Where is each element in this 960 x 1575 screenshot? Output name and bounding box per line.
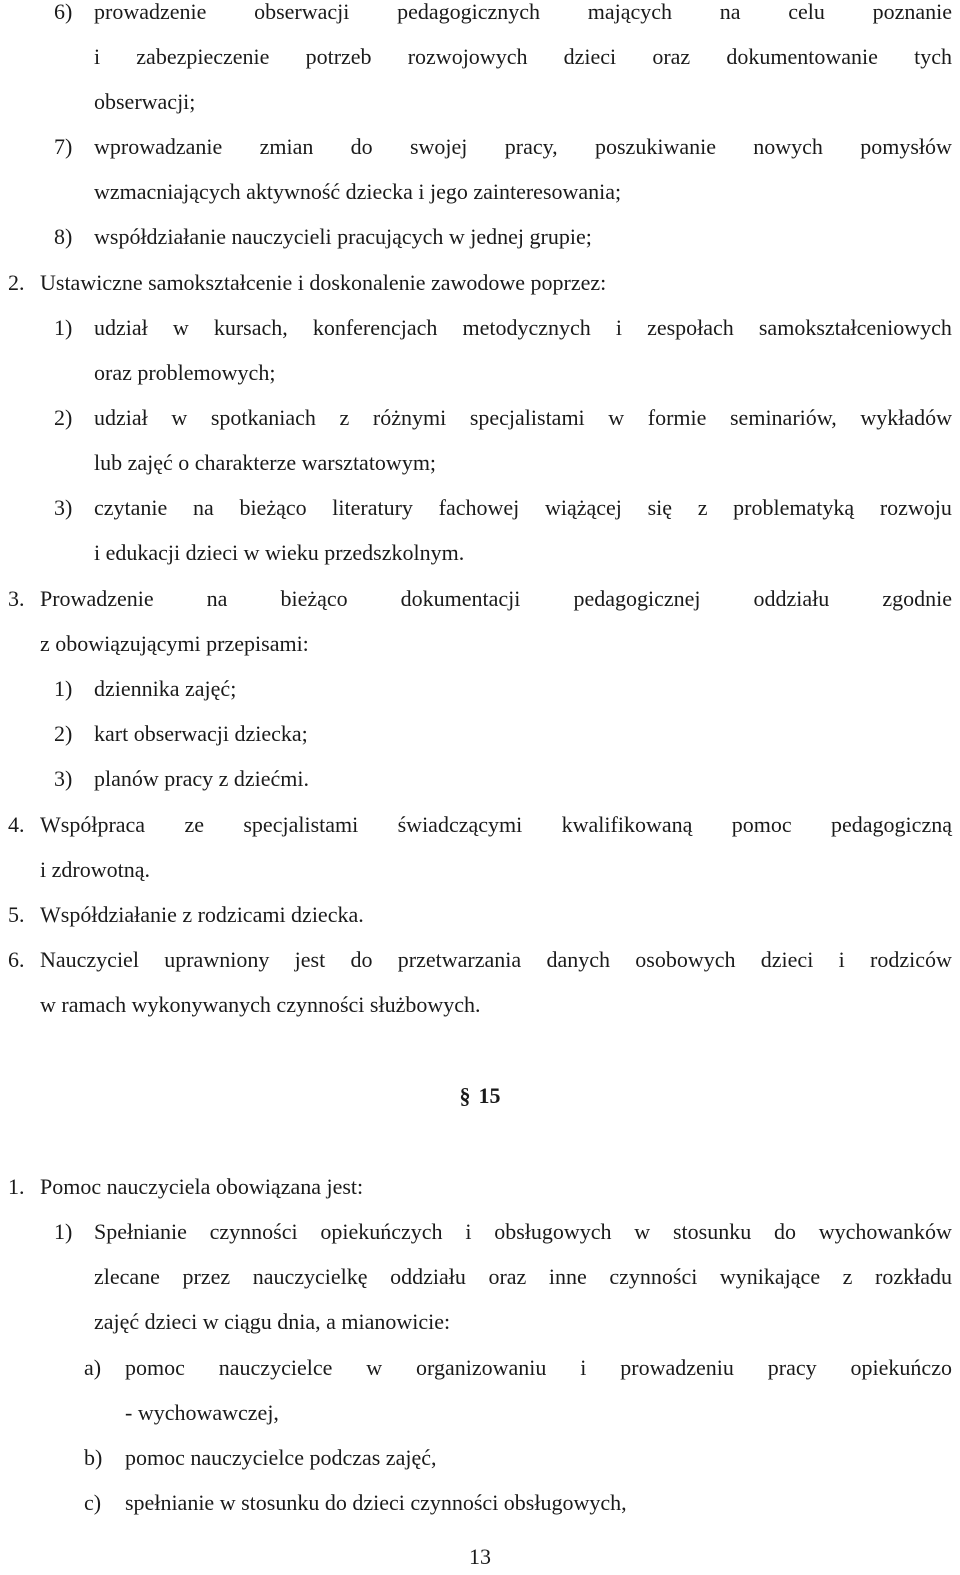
list-item-continuation (0, 536, 960, 570)
word: kwalifikowaną (561, 812, 693, 837)
numbered-paragraph (0, 1170, 960, 1204)
word: konferencjach (312, 315, 438, 340)
list-item (0, 311, 960, 345)
word: specjalistami (243, 812, 359, 837)
list-item (0, 1215, 960, 1249)
numbered-paragraph (0, 943, 960, 977)
word: oraz (652, 44, 691, 69)
word: do (773, 1219, 796, 1244)
word: wykładów (860, 405, 952, 430)
paragraph-number: 4. (8, 812, 25, 837)
word: różnymi (372, 405, 447, 430)
word: spotkaniach (210, 405, 316, 430)
sub-list-item (0, 1486, 960, 1520)
word: i (615, 315, 622, 340)
word: w (366, 1355, 383, 1380)
sub-list-item (0, 1351, 960, 1385)
paragraph-text: Pomoc nauczyciela obowiązana jest: (40, 1174, 364, 1199)
word: organizowaniu (416, 1355, 547, 1380)
justified-line (94, 1260, 952, 1294)
line-text: i zdrowotną. (40, 857, 150, 882)
word: fachowej (438, 495, 520, 520)
word: na (192, 495, 214, 520)
word: zlecane (94, 1264, 160, 1289)
list-item (0, 130, 960, 164)
word: oddziału (390, 1264, 466, 1289)
word: Współpraca (40, 812, 146, 837)
item-number: 2) (54, 721, 73, 746)
item-number: 8) (54, 224, 73, 249)
word: w (608, 405, 625, 430)
word: i (465, 1219, 472, 1244)
word: rozwojowych (407, 44, 528, 69)
list-item (0, 401, 960, 435)
section-heading (0, 1079, 960, 1113)
list-item-continuation (0, 446, 960, 480)
justified-line (94, 311, 952, 345)
item-number: 3) (54, 495, 73, 520)
numbered-paragraph (0, 266, 960, 300)
line-text: kart obserwacji dziecka; (94, 721, 308, 746)
paragraph-number: 3. (8, 586, 25, 611)
justified-line (94, 40, 952, 74)
word: ze (184, 812, 204, 837)
word: pracy (767, 1355, 817, 1380)
word: wychowanków (818, 1219, 952, 1244)
list-item (0, 672, 960, 706)
word: rozkładu (875, 1264, 952, 1289)
paragraph-number: 2. (8, 270, 25, 295)
line-text: z obowiązującymi przepisami: (40, 631, 309, 656)
line-text: i edukacji dzieci w wieku przedszkolnym. (94, 540, 465, 565)
sub-item-letter: b) (84, 1445, 103, 1470)
word: na (206, 586, 228, 611)
word: metodycznych (462, 315, 591, 340)
word: dzieci (760, 947, 814, 972)
word: samokształceniowych (758, 315, 952, 340)
list-item-continuation (0, 1260, 960, 1294)
item-number: 6) (54, 0, 73, 24)
word: Prowadzenie (40, 586, 154, 611)
line-text: w ramach wykonywanych czynności służbowych. (40, 992, 481, 1017)
section-sign: § (459, 1083, 471, 1108)
word: uprawniony (164, 947, 270, 972)
word: do (350, 134, 373, 159)
word: Spełnianie (94, 1219, 187, 1244)
word: i (838, 947, 845, 972)
word: na (719, 0, 741, 24)
word: specjalistami (469, 405, 585, 430)
line-text: wzmacniających aktywność dziecka i jego zainteresowania; (94, 179, 622, 204)
word: z (697, 495, 708, 520)
word: wprowadzanie (94, 134, 223, 159)
word: jest (294, 947, 326, 972)
line-text: pomoc nauczycielce podczas zajęć, (125, 1445, 437, 1470)
justified-line (94, 491, 952, 525)
word: prowadzenie (94, 0, 207, 24)
word: się (647, 495, 673, 520)
word: w (172, 315, 189, 340)
word: dzieci (563, 44, 617, 69)
word: z (842, 1264, 853, 1289)
word: obsługowych (494, 1219, 612, 1244)
word: opiekuńczych (320, 1219, 443, 1244)
word: pomysłów (860, 134, 952, 159)
justified-line (40, 943, 952, 977)
word: zabezpieczenie (136, 44, 270, 69)
word: formie (647, 405, 707, 430)
item-number: 1) (54, 676, 73, 701)
paragraph-continuation (0, 853, 960, 887)
list-item (0, 0, 960, 29)
word: świadczącymi (397, 812, 523, 837)
word: pedagogicznej (573, 586, 701, 611)
item-number: 3) (54, 766, 73, 791)
word: czytanie (94, 495, 168, 520)
word: pedagogicznych (397, 0, 541, 24)
word: Nauczyciel (40, 947, 139, 972)
word: bieżąco (239, 495, 307, 520)
word: danych (546, 947, 610, 972)
item-number: 2) (54, 405, 73, 430)
word: celu (788, 0, 825, 24)
list-item-continuation (0, 1305, 960, 1339)
word: inne (548, 1264, 587, 1289)
line-text: współdziałanie nauczycieli pracujących w jednej grupie; (94, 224, 592, 249)
word: czynności (209, 1219, 298, 1244)
item-number: 7) (54, 134, 73, 159)
word: dokumentowanie (726, 44, 878, 69)
word: literatury (332, 495, 413, 520)
word: tych (914, 44, 952, 69)
sub-list-item-continuation (0, 1396, 960, 1430)
list-item-continuation (0, 356, 960, 390)
word: przetwarzania (397, 947, 522, 972)
numbered-paragraph (0, 582, 960, 616)
word: i (94, 44, 101, 69)
sub-item-letter: c) (84, 1490, 102, 1515)
word: w (171, 405, 188, 430)
word: zmian (259, 134, 314, 159)
justified-line (94, 0, 952, 29)
word: udział (94, 405, 148, 430)
page-number: 13 (469, 1544, 491, 1569)
word: potrzeb (305, 44, 372, 69)
sub-item-letter: a) (84, 1355, 102, 1380)
word: pedagogiczną (831, 812, 952, 837)
section-number: 15 (478, 1083, 501, 1108)
paragraph-text: Współdziałanie z rodzicami dziecka. (40, 902, 364, 927)
word: obserwacji (254, 0, 350, 24)
line-text: lub zajęć o charakterze warsztatowym; (94, 450, 437, 475)
word: rozwoju (879, 495, 952, 520)
line-text: spełnianie w stosunku do dzieci czynności obsługowych, (125, 1490, 627, 1515)
word: opiekuńczo (850, 1355, 952, 1380)
list-item (0, 762, 960, 796)
word: stosunku (672, 1219, 752, 1244)
word: problematyką (733, 495, 855, 520)
item-number: 1) (54, 315, 73, 340)
word: przez (182, 1264, 231, 1289)
word: seminariów, (730, 405, 837, 430)
paragraph-number: 5. (8, 902, 25, 927)
word: wynikające (719, 1264, 821, 1289)
word: pracy, (504, 134, 558, 159)
word: mających (587, 0, 673, 24)
list-item-continuation (0, 175, 960, 209)
word: pomoc (731, 812, 792, 837)
word: wiążącej (544, 495, 622, 520)
word: zgodnie (882, 586, 952, 611)
line-text: obserwacji; (94, 89, 196, 114)
numbered-paragraph (0, 898, 960, 932)
list-item-continuation (0, 85, 960, 119)
justified-line (94, 401, 952, 435)
list-item-continuation (0, 40, 960, 74)
sub-list-item (0, 1441, 960, 1475)
paragraph-number: 1. (8, 1174, 25, 1199)
justified-line (40, 808, 952, 842)
list-item (0, 491, 960, 525)
word: zespołach (647, 315, 734, 340)
word: swojej (409, 134, 468, 159)
word: nowych (753, 134, 823, 159)
item-number: 1) (54, 1219, 73, 1244)
line-text: oraz problemowych; (94, 360, 276, 385)
justified-line (40, 582, 952, 616)
word: kursach, (213, 315, 288, 340)
word: pomoc (125, 1355, 185, 1380)
word: czynności (609, 1264, 698, 1289)
line-text: dziennika zajęć; (94, 676, 237, 701)
paragraph-number: 6. (8, 947, 25, 972)
word: z (339, 405, 350, 430)
word: osobowych (635, 947, 736, 972)
word: udział (94, 315, 148, 340)
word: poznanie (872, 0, 952, 24)
list-item (0, 220, 960, 254)
paragraph-continuation (0, 627, 960, 661)
word: oraz (488, 1264, 527, 1289)
word: poszukiwanie (595, 134, 716, 159)
paragraph-text: Ustawiczne samokształcenie i doskonalenie zawodowe poprzez: (40, 270, 607, 295)
numbered-paragraph (0, 808, 960, 842)
word: prowadzeniu (620, 1355, 734, 1380)
word: do (350, 947, 373, 972)
paragraph-continuation (0, 988, 960, 1022)
word: bieżąco (280, 586, 348, 611)
justified-line (125, 1351, 952, 1385)
justified-line (94, 130, 952, 164)
line-text: zajęć dzieci w ciągu dnia, a mianowicie: (94, 1309, 451, 1334)
word: i (580, 1355, 587, 1380)
line-text: planów pracy z dziećmi. (94, 766, 310, 791)
word: nauczycielce (218, 1355, 333, 1380)
word: rodziców (870, 947, 952, 972)
word: dokumentacji (400, 586, 521, 611)
list-item (0, 717, 960, 751)
justified-line (94, 1215, 952, 1249)
word: nauczycielkę (252, 1264, 368, 1289)
word: w (634, 1219, 651, 1244)
line-text: - wychowawczej, (125, 1400, 279, 1425)
word: oddziału (753, 586, 830, 611)
